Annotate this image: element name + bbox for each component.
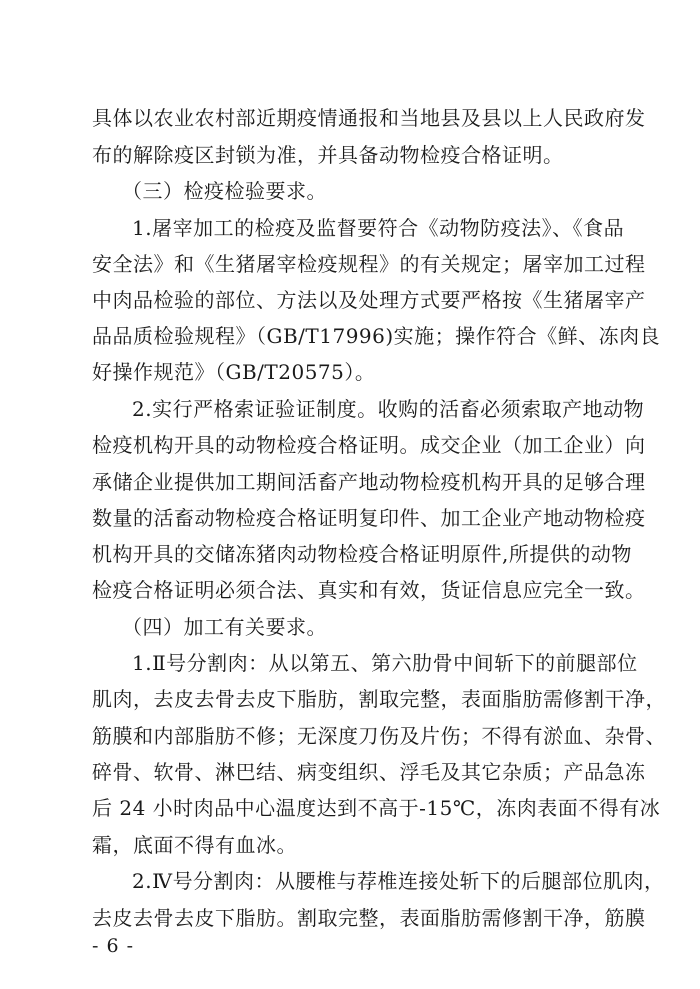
text-line: 检疫机构开具的动物检疫合格证明。成交企业（加工企业）向 — [92, 433, 646, 457]
text-line: 霜，底面不得有血冰。 — [92, 833, 297, 857]
text-line: 承储企业提供加工期间活畜产地动物检疫机构开具的足够合理 — [92, 470, 646, 494]
text-line: 1.Ⅱ号分割肉：从以第五、第六肋骨中间斩下的前腿部位 — [132, 651, 638, 675]
text-line: 筋膜和内部脂肪不修；无深度刀伤及片伤；不得有淤血、杂骨、 — [92, 724, 666, 748]
section-heading: （四）加工有关要求。 — [122, 615, 327, 639]
text-line: 好操作规范》（GB/T20575）。 — [92, 360, 376, 384]
text-line: 数量的活畜动物检疫合格证明复印件、加工企业产地动物检疫 — [92, 506, 646, 530]
section-heading: （三）检疫检验要求。 — [122, 179, 327, 203]
text-line: 1.屠宰加工的检疫及监督要符合《动物防疫法》、《食品 — [132, 216, 625, 240]
page-number: - 6 - — [92, 935, 135, 957]
text-line: 2.实行严格索证验证制度。收购的活畜必须索取产地动物 — [132, 397, 645, 421]
text-line: 中肉品检验的部位、方法以及处理方式要严格按《生猪屠宰产 — [92, 288, 646, 312]
text-line: 2.Ⅳ号分割肉：从腰椎与荐椎连接处斩下的后腿部位肌肉， — [132, 869, 665, 893]
text-line: 检疫合格证明必须合法、真实和有效，货证信息应完全一致。 — [92, 578, 646, 602]
text-line: 去皮去骨去皮下脂肪。割取完整，表面脂肪需修割干净，筋膜 — [92, 906, 646, 930]
text-line: 机构开具的交储冻猪肉动物检疫合格证明原件,所提供的动物 — [92, 542, 632, 566]
text-line: 碎骨、软骨、淋巴结、病变组织、浮毛及其它杂质；产品急冻 — [92, 760, 646, 784]
text-line: 具体以农业农村部近期疫情通报和当地县及县以上人民政府发 — [92, 106, 646, 130]
text-line: 安全法》和《生猪屠宰检疫规程》的有关规定；屠宰加工过程 — [92, 252, 646, 276]
text-line: 后 24 小时肉品中心温度达到不高于-15℃，冻肉表面不得有冰 — [92, 796, 661, 820]
text-line: 布的解除疫区封锁为准，并具备动物检疫合格证明。 — [92, 143, 564, 167]
text-line: 肌肉，去皮去骨去皮下脂肪，割取完整，表面脂肪需修割干净， — [92, 687, 666, 711]
text-line: 品品质检验规程》（GB/T17996)实施；操作符合《鲜、冻肉良 — [92, 324, 661, 348]
